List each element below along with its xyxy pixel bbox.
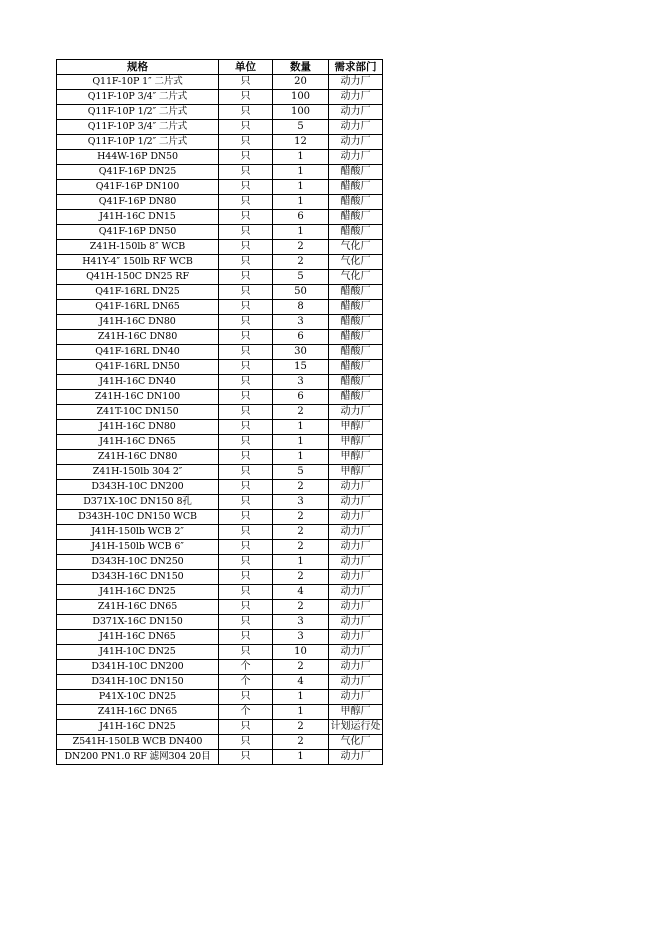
cell-spec: Z41H-16C DN80 <box>57 330 219 345</box>
cell-dept: 动力厂 <box>329 480 383 495</box>
cell-unit: 只 <box>219 120 273 135</box>
cell-qty: 2 <box>273 720 329 735</box>
table-row <box>57 210 383 225</box>
cell-spec: J41H-16C DN65 <box>57 435 219 450</box>
cell-unit: 只 <box>219 540 273 555</box>
cell-unit: 只 <box>219 390 273 405</box>
cell-qty: 6 <box>273 390 329 405</box>
cell-unit: 只 <box>219 360 273 375</box>
table-row <box>57 285 383 300</box>
cell-spec: DN200 PN1.0 RF 滤网304 20目 <box>57 750 219 765</box>
table-row <box>57 135 383 150</box>
cell-spec: Z41T-10C DN150 <box>57 405 219 420</box>
cell-qty: 6 <box>273 330 329 345</box>
cell-unit: 只 <box>219 495 273 510</box>
cell-unit: 只 <box>219 600 273 615</box>
cell-qty: 3 <box>273 630 329 645</box>
cell-spec: J41H-16C DN25 <box>57 720 219 735</box>
cell-unit: 只 <box>219 750 273 765</box>
cell-dept: 气化厂 <box>329 240 383 255</box>
table-row <box>57 645 383 660</box>
cell-dept: 醋酸厂 <box>329 180 383 195</box>
cell-dept: 动力厂 <box>329 525 383 540</box>
cell-dept: 动力厂 <box>329 645 383 660</box>
cell-qty: 1 <box>273 180 329 195</box>
cell-dept: 甲醇厂 <box>329 435 383 450</box>
table-row <box>57 750 383 765</box>
table-row <box>57 195 383 210</box>
cell-dept: 醋酸厂 <box>329 345 383 360</box>
table-row <box>57 495 383 510</box>
cell-dept: 气化厂 <box>329 255 383 270</box>
cell-unit: 只 <box>219 300 273 315</box>
table-body <box>57 75 383 765</box>
cell-spec: Q41F-16RL DN40 <box>57 345 219 360</box>
cell-dept: 动力厂 <box>329 540 383 555</box>
cell-unit: 只 <box>219 180 273 195</box>
cell-spec: Z41H-150lb 8″ WCB <box>57 240 219 255</box>
cell-qty: 1 <box>273 435 329 450</box>
cell-qty: 2 <box>273 480 329 495</box>
cell-unit: 只 <box>219 570 273 585</box>
cell-spec: D341H-10C DN150 <box>57 675 219 690</box>
cell-dept: 动力厂 <box>329 690 383 705</box>
cell-spec: Q41F-16P DN50 <box>57 225 219 240</box>
header-qty: 数量 <box>273 60 329 75</box>
table-row <box>57 390 383 405</box>
cell-unit: 个 <box>219 660 273 675</box>
cell-unit: 只 <box>219 720 273 735</box>
table-row <box>57 315 383 330</box>
table-row <box>57 585 383 600</box>
cell-unit: 只 <box>219 405 273 420</box>
cell-unit: 只 <box>219 450 273 465</box>
cell-spec: Z41H-16C DN100 <box>57 390 219 405</box>
cell-spec: J41H-16C DN15 <box>57 210 219 225</box>
cell-spec: Q41F-16P DN100 <box>57 180 219 195</box>
cell-spec: P41X-10C DN25 <box>57 690 219 705</box>
table-row <box>57 510 383 525</box>
cell-spec: Q41F-16RL DN25 <box>57 285 219 300</box>
cell-unit: 只 <box>219 345 273 360</box>
cell-dept: 甲醇厂 <box>329 420 383 435</box>
cell-dept: 计划运行处 <box>329 720 383 735</box>
cell-spec: J41H-16C DN65 <box>57 630 219 645</box>
cell-spec: Q41F-16RL DN65 <box>57 300 219 315</box>
cell-spec: Z41H-16C DN65 <box>57 705 219 720</box>
cell-qty: 2 <box>273 660 329 675</box>
cell-unit: 只 <box>219 525 273 540</box>
cell-qty: 1 <box>273 195 329 210</box>
cell-unit: 只 <box>219 255 273 270</box>
cell-unit: 只 <box>219 480 273 495</box>
cell-qty: 1 <box>273 705 329 720</box>
cell-unit: 只 <box>219 90 273 105</box>
cell-unit: 只 <box>219 195 273 210</box>
table-row <box>57 300 383 315</box>
cell-qty: 2 <box>273 405 329 420</box>
cell-dept: 动力厂 <box>329 750 383 765</box>
cell-unit: 只 <box>219 165 273 180</box>
cell-spec: Q41F-16RL DN50 <box>57 360 219 375</box>
table-row <box>57 735 383 750</box>
cell-spec: Q11F-10P 3/4″ 二片式 <box>57 90 219 105</box>
cell-spec: Z41H-16C DN80 <box>57 450 219 465</box>
cell-dept: 动力厂 <box>329 630 383 645</box>
cell-dept: 甲醇厂 <box>329 450 383 465</box>
cell-spec: J41H-150lb WCB 2″ <box>57 525 219 540</box>
table-row <box>57 720 383 735</box>
cell-unit: 只 <box>219 330 273 345</box>
cell-qty: 3 <box>273 315 329 330</box>
table-row <box>57 225 383 240</box>
table-row <box>57 240 383 255</box>
header-dept: 需求部门 <box>329 60 383 75</box>
cell-qty: 5 <box>273 120 329 135</box>
cell-unit: 只 <box>219 315 273 330</box>
cell-qty: 100 <box>273 105 329 120</box>
cell-unit: 只 <box>219 690 273 705</box>
table-row <box>57 360 383 375</box>
cell-spec: Q11F-10P 3/4″ 二片式 <box>57 120 219 135</box>
table-row <box>57 540 383 555</box>
table-row <box>57 630 383 645</box>
cell-spec: J41H-16C DN80 <box>57 420 219 435</box>
cell-unit: 只 <box>219 375 273 390</box>
cell-qty: 4 <box>273 675 329 690</box>
cell-unit: 只 <box>219 615 273 630</box>
table-row <box>57 465 383 480</box>
cell-qty: 1 <box>273 690 329 705</box>
cell-dept: 动力厂 <box>329 585 383 600</box>
cell-qty: 2 <box>273 570 329 585</box>
cell-dept: 气化厂 <box>329 270 383 285</box>
cell-dept: 动力厂 <box>329 120 383 135</box>
table-row <box>57 150 383 165</box>
cell-qty: 2 <box>273 735 329 750</box>
cell-dept: 醋酸厂 <box>329 225 383 240</box>
cell-spec: J41H-16C DN25 <box>57 585 219 600</box>
cell-spec: Q11F-10P 1/2″ 二片式 <box>57 105 219 120</box>
cell-spec: D341H-10C DN200 <box>57 660 219 675</box>
cell-spec: D343H-10C DN200 <box>57 480 219 495</box>
cell-dept: 动力厂 <box>329 510 383 525</box>
table-row <box>57 675 383 690</box>
cell-qty: 2 <box>273 600 329 615</box>
cell-dept: 甲醇厂 <box>329 465 383 480</box>
cell-qty: 1 <box>273 165 329 180</box>
cell-dept: 醋酸厂 <box>329 390 383 405</box>
cell-unit: 只 <box>219 150 273 165</box>
cell-unit: 只 <box>219 135 273 150</box>
cell-qty: 8 <box>273 300 329 315</box>
cell-spec: Z541H-150LB WCB DN400 <box>57 735 219 750</box>
cell-qty: 5 <box>273 465 329 480</box>
cell-unit: 只 <box>219 555 273 570</box>
cell-dept: 动力厂 <box>329 405 383 420</box>
table-row <box>57 555 383 570</box>
cell-dept: 动力厂 <box>329 615 383 630</box>
table-row <box>57 255 383 270</box>
table-row <box>57 105 383 120</box>
cell-spec: Z41H-16C DN65 <box>57 600 219 615</box>
table-row <box>57 420 383 435</box>
table-row <box>57 660 383 675</box>
cell-dept: 醋酸厂 <box>329 375 383 390</box>
cell-dept: 甲醇厂 <box>329 705 383 720</box>
cell-qty: 100 <box>273 90 329 105</box>
cell-unit: 只 <box>219 630 273 645</box>
cell-unit: 只 <box>219 585 273 600</box>
cell-spec: H44W-16P DN50 <box>57 150 219 165</box>
cell-unit: 只 <box>219 465 273 480</box>
cell-dept: 动力厂 <box>329 105 383 120</box>
cell-spec: D371X-16C DN150 <box>57 615 219 630</box>
cell-spec: D343H-10C DN250 <box>57 555 219 570</box>
cell-qty: 10 <box>273 645 329 660</box>
cell-dept: 气化厂 <box>329 735 383 750</box>
table-header <box>57 60 383 75</box>
cell-unit: 只 <box>219 105 273 120</box>
cell-unit: 只 <box>219 210 273 225</box>
table-row <box>57 525 383 540</box>
cell-spec: H41Y-4″ 150lb RF WCB <box>57 255 219 270</box>
table-row <box>57 405 383 420</box>
cell-qty: 3 <box>273 495 329 510</box>
table-row <box>57 690 383 705</box>
cell-dept: 醋酸厂 <box>329 165 383 180</box>
cell-spec: Q41F-16P DN25 <box>57 165 219 180</box>
table-row <box>57 480 383 495</box>
cell-qty: 1 <box>273 450 329 465</box>
cell-qty: 50 <box>273 285 329 300</box>
cell-unit: 只 <box>219 225 273 240</box>
cell-spec: Z41H-150lb 304 2″ <box>57 465 219 480</box>
cell-spec: D343H-16C DN150 <box>57 570 219 585</box>
cell-qty: 5 <box>273 270 329 285</box>
table-row <box>57 90 383 105</box>
cell-dept: 动力厂 <box>329 495 383 510</box>
cell-qty: 15 <box>273 360 329 375</box>
cell-qty: 2 <box>273 540 329 555</box>
cell-spec: J41H-16C DN40 <box>57 375 219 390</box>
header-row <box>57 60 383 75</box>
cell-spec: D343H-10C DN150 WCB <box>57 510 219 525</box>
cell-qty: 30 <box>273 345 329 360</box>
table-row <box>57 450 383 465</box>
cell-unit: 个 <box>219 675 273 690</box>
table-row <box>57 345 383 360</box>
cell-spec: J41H-150lb WCB 6″ <box>57 540 219 555</box>
table-row <box>57 600 383 615</box>
cell-qty: 2 <box>273 240 329 255</box>
cell-spec: Q11F-10P 1/2″ 二片式 <box>57 135 219 150</box>
cell-spec: D371X-10C DN150 8孔 <box>57 495 219 510</box>
cell-dept: 动力厂 <box>329 150 383 165</box>
table-row <box>57 435 383 450</box>
cell-dept: 醋酸厂 <box>329 285 383 300</box>
table-row <box>57 120 383 135</box>
cell-qty: 1 <box>273 225 329 240</box>
cell-qty: 20 <box>273 75 329 90</box>
cell-qty: 3 <box>273 615 329 630</box>
cell-qty: 2 <box>273 525 329 540</box>
table-row <box>57 570 383 585</box>
cell-qty: 12 <box>273 135 329 150</box>
table-row <box>57 270 383 285</box>
cell-dept: 醋酸厂 <box>329 210 383 225</box>
cell-unit: 只 <box>219 645 273 660</box>
cell-dept: 醋酸厂 <box>329 330 383 345</box>
cell-dept: 醋酸厂 <box>329 195 383 210</box>
cell-spec: Q41F-16P DN80 <box>57 195 219 210</box>
cell-qty: 1 <box>273 150 329 165</box>
table-row <box>57 75 383 90</box>
header-spec: 规格 <box>57 60 219 75</box>
cell-unit: 只 <box>219 75 273 90</box>
table-row <box>57 180 383 195</box>
cell-unit: 只 <box>219 240 273 255</box>
cell-dept: 动力厂 <box>329 135 383 150</box>
cell-dept: 醋酸厂 <box>329 360 383 375</box>
table-row <box>57 615 383 630</box>
cell-unit: 只 <box>219 735 273 750</box>
valve-requirements-table <box>56 59 383 765</box>
table-row <box>57 375 383 390</box>
cell-dept: 动力厂 <box>329 570 383 585</box>
table-row <box>57 165 383 180</box>
cell-qty: 1 <box>273 555 329 570</box>
cell-dept: 动力厂 <box>329 75 383 90</box>
cell-unit: 只 <box>219 510 273 525</box>
cell-spec: Q11F-10P 1″ 二片式 <box>57 75 219 90</box>
cell-dept: 动力厂 <box>329 555 383 570</box>
cell-dept: 醋酸厂 <box>329 300 383 315</box>
cell-qty: 1 <box>273 750 329 765</box>
cell-qty: 4 <box>273 585 329 600</box>
cell-unit: 个 <box>219 705 273 720</box>
cell-spec: Q41H-150C DN25 RF <box>57 270 219 285</box>
table-row <box>57 330 383 345</box>
table-row <box>57 705 383 720</box>
cell-unit: 只 <box>219 420 273 435</box>
cell-spec: J41H-10C DN25 <box>57 645 219 660</box>
cell-dept: 醋酸厂 <box>329 315 383 330</box>
header-unit: 单位 <box>219 60 273 75</box>
cell-unit: 只 <box>219 270 273 285</box>
cell-qty: 3 <box>273 375 329 390</box>
cell-qty: 6 <box>273 210 329 225</box>
cell-dept: 动力厂 <box>329 675 383 690</box>
cell-unit: 只 <box>219 285 273 300</box>
cell-qty: 1 <box>273 420 329 435</box>
cell-qty: 2 <box>273 255 329 270</box>
cell-dept: 动力厂 <box>329 90 383 105</box>
cell-spec: J41H-16C DN80 <box>57 315 219 330</box>
cell-unit: 只 <box>219 435 273 450</box>
cell-dept: 动力厂 <box>329 600 383 615</box>
cell-qty: 2 <box>273 510 329 525</box>
cell-dept: 动力厂 <box>329 660 383 675</box>
